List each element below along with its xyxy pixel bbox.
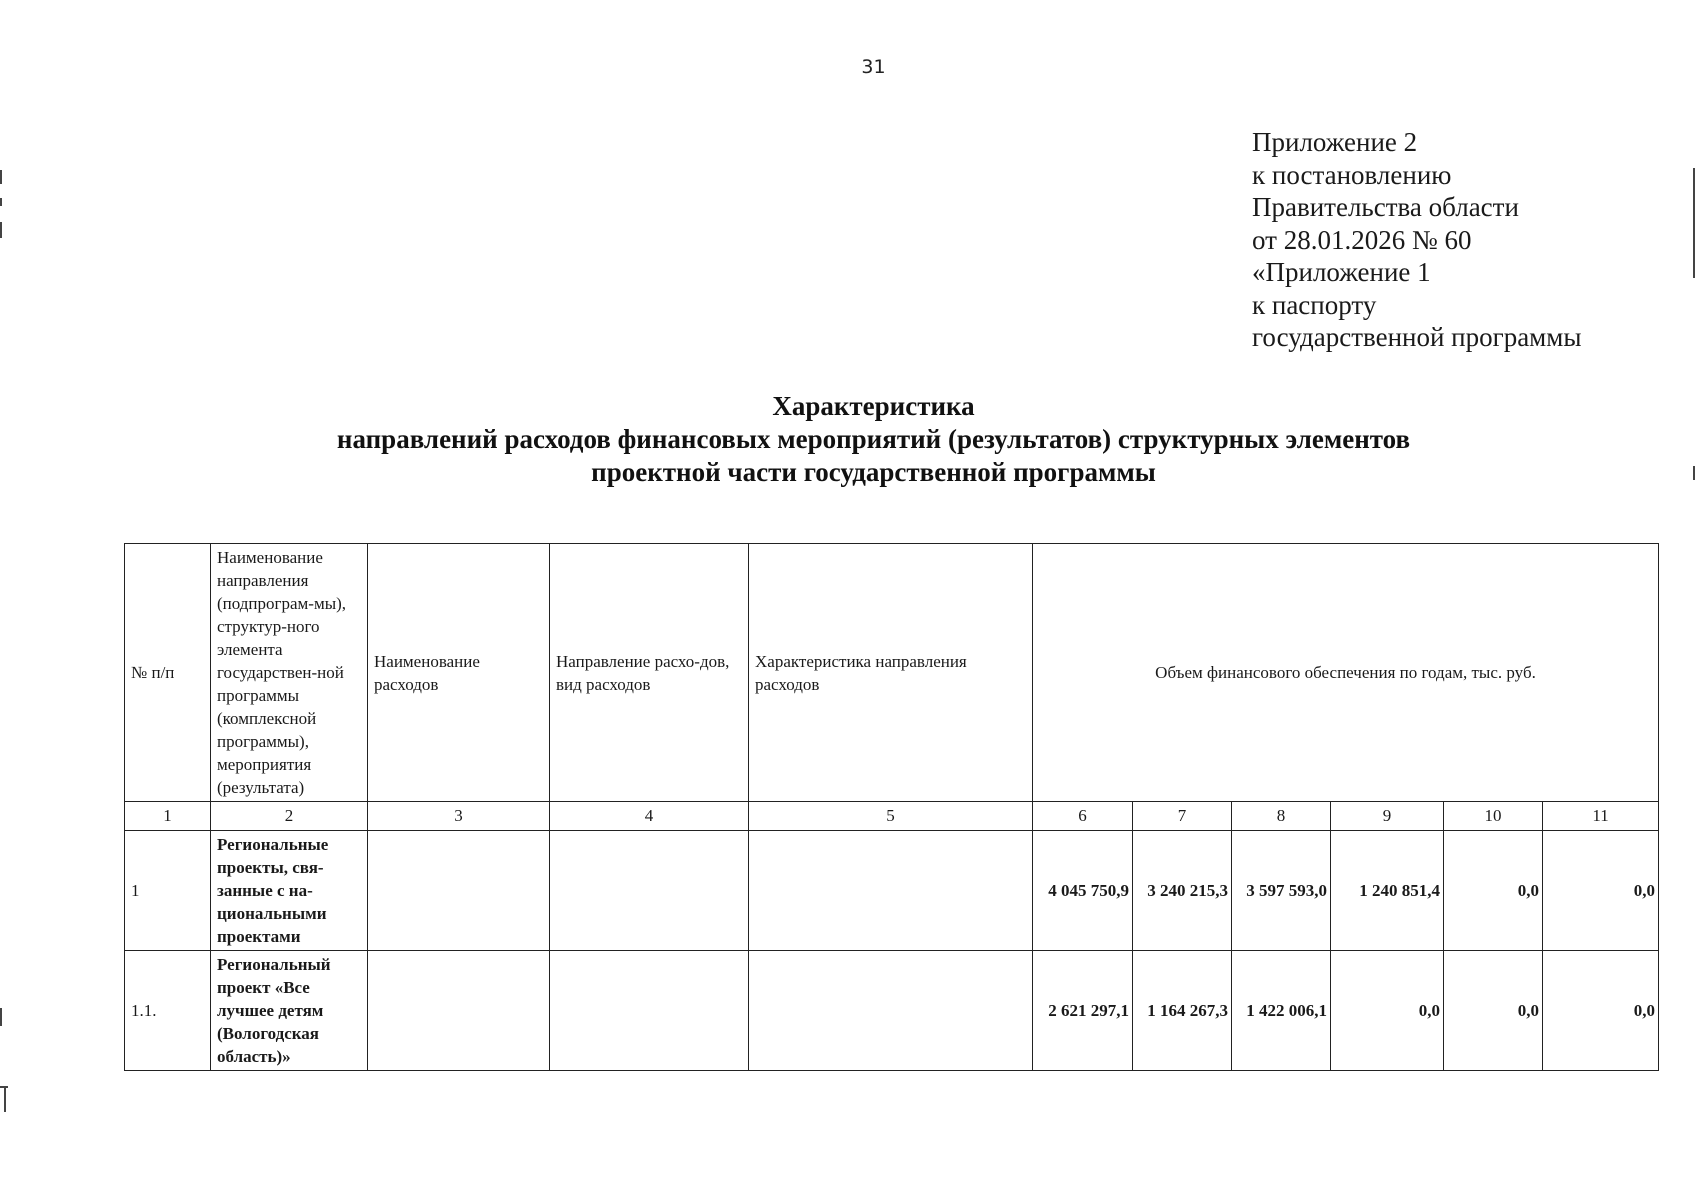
appendix-line: от 28.01.2026 № 60: [1252, 224, 1472, 255]
appendix-line: «Приложение 1: [1252, 257, 1431, 287]
scan-margin-mark: [1693, 168, 1695, 278]
scan-margin-mark: [4, 1088, 6, 1112]
row-expense-direction: [550, 831, 749, 951]
header-expense-name: Наименование расходов: [368, 544, 550, 802]
row-value: 0,0: [1543, 951, 1659, 1071]
title-line: проектной части государственной программы: [591, 457, 1156, 487]
row-value: 3 240 215,3: [1133, 831, 1232, 951]
column-number: 1: [125, 802, 211, 831]
appendix-line: государственной программы: [1252, 322, 1582, 352]
row-name: Региональные проекты, свя-занные с на-циональными проектами: [211, 831, 368, 951]
column-number: 2: [211, 802, 368, 831]
table-row: [125, 951, 1659, 1071]
appendix-line: к паспорту: [1252, 289, 1377, 320]
row-value: 2 621 297,1: [1033, 951, 1133, 1071]
appendix-line: Приложение 2: [1252, 127, 1418, 157]
column-number: 3: [368, 802, 550, 831]
column-number: 7: [1133, 802, 1232, 831]
header-direction-name: Наименование направления (подпрограм-мы), структур-ного элемента государствен-ной программы (комплексной программы), мероприятия (результата): [211, 544, 368, 802]
header-row: [125, 544, 1659, 802]
column-number: 8: [1232, 802, 1331, 831]
expenses-table: [124, 543, 1659, 1071]
row-characteristic: [749, 831, 1033, 951]
page-number: 31: [861, 56, 886, 78]
scan-margin-mark: [0, 170, 2, 184]
row-value: 0,0: [1543, 831, 1659, 951]
row-value: 1 240 851,4: [1331, 831, 1444, 951]
document-title: [0, 390, 1697, 489]
title-line: Характеристика: [772, 391, 975, 421]
row-characteristic: [749, 951, 1033, 1071]
scan-margin-mark: [0, 198, 2, 206]
column-number-row: [125, 802, 1659, 831]
column-number: 5: [749, 802, 1033, 831]
header-expense-direction: Направление расхо-дов, вид расходов: [550, 544, 749, 802]
header-num: № п/п: [125, 544, 211, 802]
row-value: 0,0: [1331, 951, 1444, 1071]
row-expense-direction: [550, 951, 749, 1071]
title-line: направлений расходов финансовых мероприятий (результатов) структурных элементов: [336, 424, 1411, 454]
scan-margin-mark: [0, 1008, 2, 1026]
appendix-block: [1252, 126, 1582, 354]
row-num: 1.1.: [125, 951, 211, 1071]
row-num: 1: [125, 831, 211, 951]
scan-margin-mark: [1693, 466, 1695, 480]
row-value: 1 422 006,1: [1232, 951, 1331, 1071]
row-value: 3 597 593,0: [1232, 831, 1331, 951]
row-name: Региональный проект «Все лучшее детям (Вологодская область)»: [211, 951, 368, 1071]
row-value: 0,0: [1444, 951, 1543, 1071]
column-number: 6: [1033, 802, 1133, 831]
scan-margin-mark: [0, 222, 2, 238]
row-value: 1 164 267,3: [1133, 951, 1232, 1071]
column-number: 4: [550, 802, 749, 831]
column-number: 10: [1444, 802, 1543, 831]
row-value: 0,0: [1444, 831, 1543, 951]
row-expense-name: [368, 951, 550, 1071]
header-characteristic: Характеристика направления расходов: [749, 544, 1033, 802]
row-value: 4 045 750,9: [1033, 831, 1133, 951]
row-expense-name: [368, 831, 550, 951]
appendix-line: Правительства области: [1252, 192, 1519, 222]
table-row: [125, 831, 1659, 951]
appendix-line: к постановлению: [1252, 159, 1452, 190]
header-funding: Объем финансового обеспечения по годам, тыс. руб.: [1033, 544, 1659, 802]
column-number: 9: [1331, 802, 1444, 831]
column-number: 11: [1543, 802, 1659, 831]
